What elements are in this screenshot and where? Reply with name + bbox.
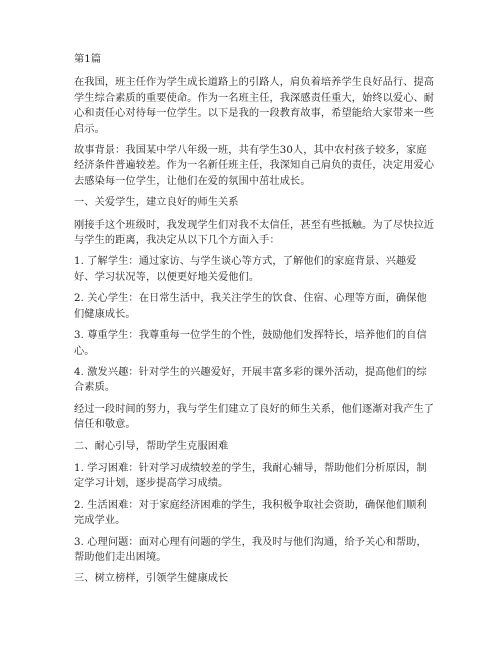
section-heading-2: 二、耐心引导，帮助学生克服困难 [74,440,229,452]
paragraph-intro: 在我国，班主任作为学生成长道路上的引路人，肩负着培养学生良好品行、提高学生综合素质的重要使命。作为一名班主任，我深感责任重大，始终以爱心、耐心和责任心对待每一位学生。以下是我的一段教育故事，希望能给大家带来一些启示。 [74,77,435,135]
paragraph-background: 故事背景：我国某中学八年级一班，共有学生30人，其中农村孩子较多，家庭经济条件普遍较差。作为一名新任班主任，我深知自己肩负的责任，决定用爱心去感染每一位学生，让他们在爱的氛围中茁壮成长。 [74,145,435,187]
list-item: 4. 激发兴趣：针对学生的兴趣爱好，开展丰富多彩的课外活动，提高他们的综合素质。 [74,366,427,394]
paragraph: 经过一段时间的努力，我与学生们建立了良好的师生关系，他们逐渐对我产生了信任和敬意。 [74,403,435,431]
section-heading-1: 一、关爱学生，建立良好的师生关系 [74,197,239,209]
list-item: 1. 了解学生：通过家访、与学生谈心等方式，了解他们的家庭背景、兴趣爱好、学习状况等，以便更好地关爱他们。 [74,256,417,283]
list-item: 2. 生活困难：对于家庭经济困难的学生，我积极争取社会资助，确保他们顺利完成学业。 [74,499,427,527]
list-item: 3. 心理问题：面对心理有问题的学生，我及时与他们沟通，给予关心和帮助，帮助他们走出困境。 [74,536,427,563]
document-title: 第1篇 [74,54,102,65]
list-item: 1. 学习困难：针对学习成绩较差的学生，我耐心辅导，帮助他们分析原因，制定学习计划，逐步提高学习成绩。 [74,462,427,490]
paragraph: 刚接手这个班级时，我发现学生们对我不太信任，甚至有些抵触。为了尽快拉近与学生的距离，我决定从以下几个方面入手： [74,219,435,247]
list-item: 2. 关心学生：在日常生活中，我关注学生的饮食、住宿、心理等方面，确保他们健康成长。 [74,293,427,320]
section-heading-3: 三、树立榜样，引领学生健康成长 [74,573,229,585]
document-body [74,52,436,594]
list-item: 3. 尊重学生：我尊重每一位学生的个性，鼓励他们发挥特长，培养他们的自信心。 [74,330,427,357]
